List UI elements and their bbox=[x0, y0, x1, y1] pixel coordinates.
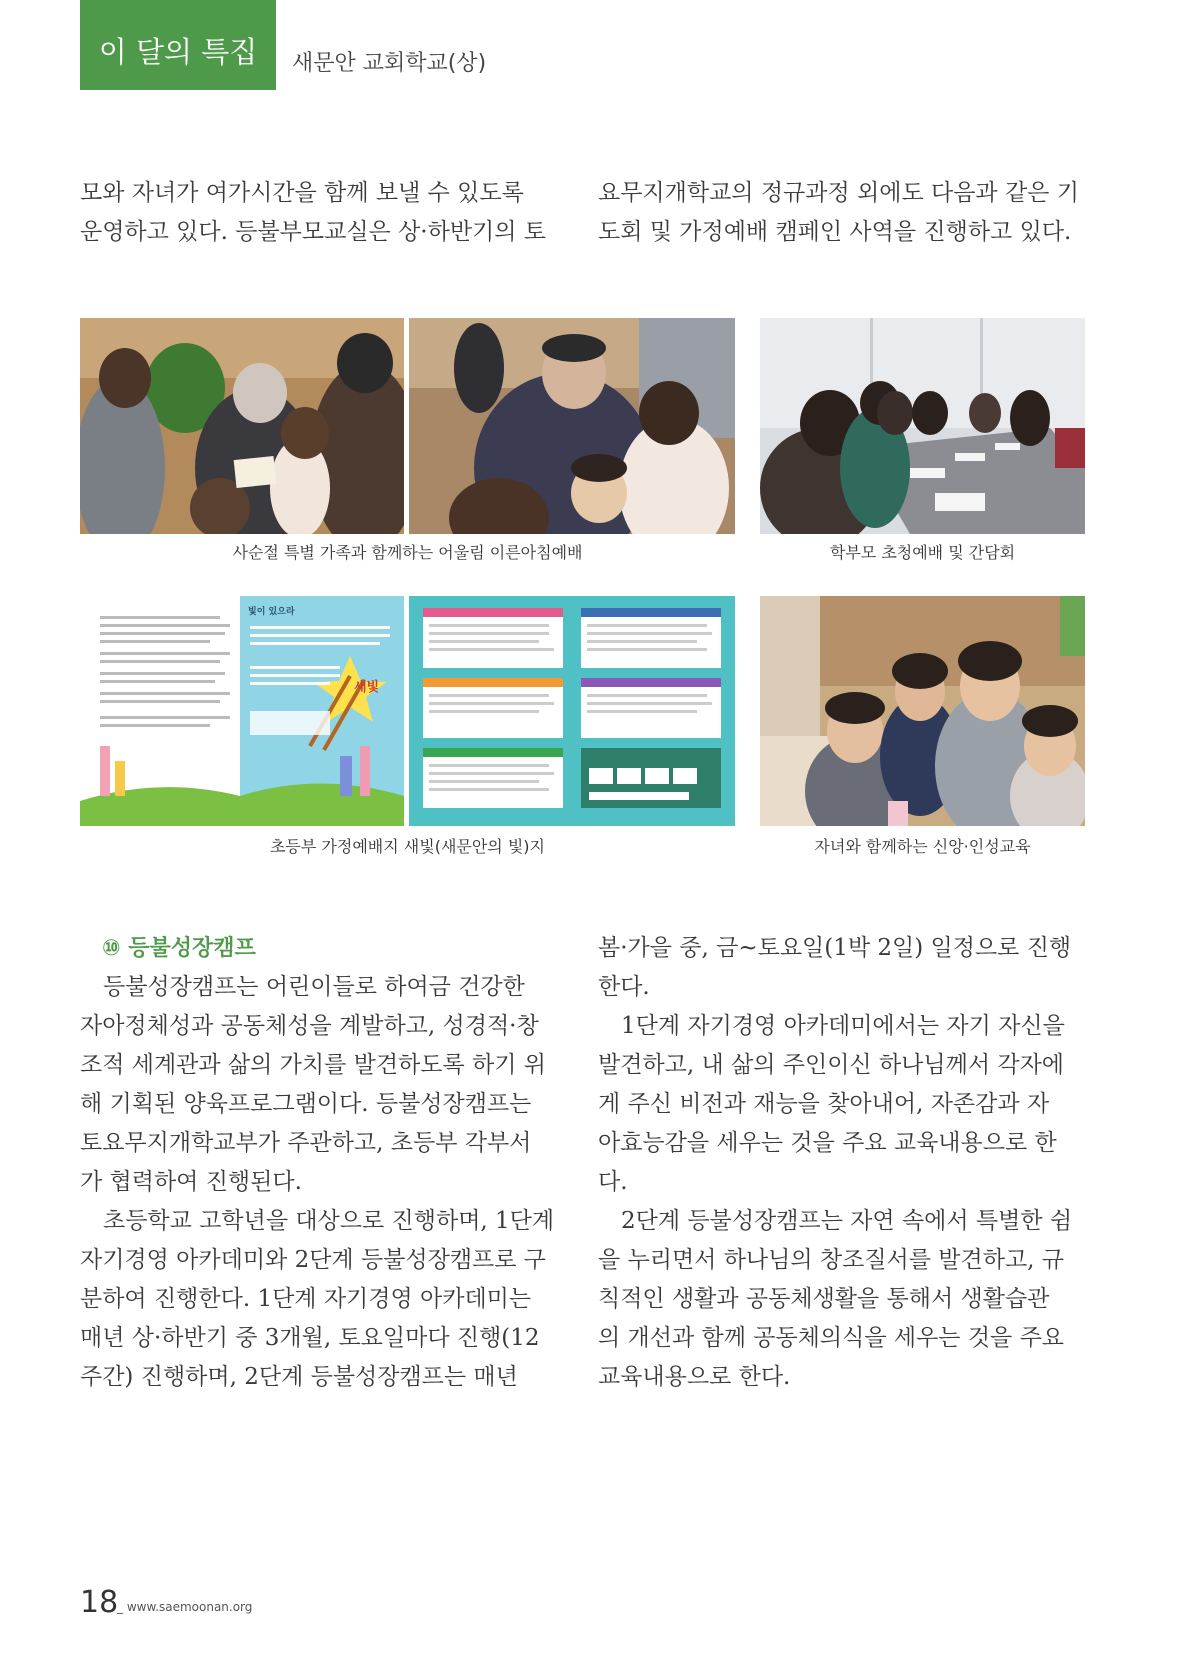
footer-url: _ www.saemoonan.org bbox=[117, 1600, 253, 1614]
text-line: 발견하고, 내 삶의 주인이신 하나님께서 각자에 bbox=[598, 1052, 1065, 1078]
photo-parents-meeting bbox=[760, 318, 1085, 534]
caption-newsletter: 초등부 가정예배지 새빛(새문안의 빛)지 bbox=[269, 837, 546, 856]
text-line: 게 주신 비전과 재능을 찾아내어, 자존감과 자 bbox=[598, 1091, 1050, 1117]
section10-right-column bbox=[598, 929, 1084, 1397]
text-line: 의 개선과 함께 공동체의식을 세우는 것을 주요 bbox=[598, 1325, 1065, 1351]
section10-left-column bbox=[80, 929, 568, 1397]
text-line: 모와 자녀가 여가시간을 함께 보낼 수 있도록 bbox=[80, 180, 524, 206]
text-line: 토요무지개학교부가 주관하고, 초등부 각부서 bbox=[80, 1130, 532, 1156]
photo-faith-education bbox=[760, 596, 1085, 826]
text-line: 을 누리면서 하나님의 창조질서를 발견하고, 규 bbox=[598, 1247, 1065, 1273]
text-line: 도회 및 가정예배 캠페인 사역을 진행하고 있다. bbox=[598, 219, 1072, 245]
text-line: 봄·가을 중, 금~토요일(1박 2일) 일정으로 진행 bbox=[598, 935, 1072, 961]
section-label: 이 달의 특집 bbox=[80, 0, 276, 90]
section10-title: ⑩ 등불성장캠프 bbox=[102, 936, 256, 961]
top-text-right bbox=[598, 174, 1084, 252]
photo-early-morning-worship-2 bbox=[409, 318, 735, 534]
text-line: 요무지개학교의 정규과정 외에도 다음과 같은 기 bbox=[598, 180, 1079, 206]
text-line: 가 협력하여 진행된다. bbox=[80, 1169, 302, 1195]
text-line: 분하여 진행한다. 1단계 자기경영 아카데미는 bbox=[80, 1286, 532, 1312]
text-line: 주간) 진행하며, 2단계 등불성장캠프는 매년 bbox=[80, 1364, 518, 1390]
text-line: 초등학교 고학년을 대상으로 진행하며, 1단계 bbox=[103, 1208, 555, 1234]
newsletter-badge: 새빛 bbox=[354, 680, 380, 695]
caption-early-morning-worship: 사순절 특별 가족과 함께하는 어울림 이른아침예배 bbox=[232, 543, 583, 562]
text-line: 다. bbox=[598, 1169, 628, 1195]
text-line: 조적 세계관과 삶의 가치를 발견하도록 하기 위 bbox=[80, 1052, 547, 1078]
page-number: 18 bbox=[80, 1585, 119, 1620]
text-line: 해 기획된 양육프로그램이다. 등불성장캠프는 bbox=[80, 1091, 532, 1117]
newsletter-page-2 bbox=[409, 596, 735, 826]
text-line: 운영하고 있다. 등불부모교실은 상·하반기의 토 bbox=[80, 219, 547, 245]
text-line: 2단계 등불성장캠프는 자연 속에서 특별한 쉼 bbox=[621, 1208, 1073, 1234]
photo-early-morning-worship-1 bbox=[80, 318, 404, 534]
text-line: 교육내용으로 한다. bbox=[598, 1364, 791, 1390]
text-line: 매년 상·하반기 중 3개월, 토요일마다 진행(12 bbox=[80, 1325, 540, 1351]
section-subtitle: 새문안 교회학교(상) bbox=[292, 51, 487, 76]
newsletter-page-1 bbox=[80, 596, 404, 826]
caption-faith-education: 자녀와 함께하는 신앙·인성교육 bbox=[814, 837, 1031, 856]
text-line: 자아정체성과 공동체성을 계발하고, 성경적·창 bbox=[80, 1013, 539, 1039]
text-line: 1단계 자기경영 아카데미에서는 자기 자신을 bbox=[621, 1013, 1065, 1039]
newsletter-heading: 빛이 있으라 bbox=[248, 607, 295, 617]
text-line: 자기경영 아카데미와 2단계 등불성장캠프로 구 bbox=[80, 1247, 547, 1273]
top-text-left bbox=[80, 174, 568, 252]
text-line: 등불성장캠프는 어린이들로 하여금 건강한 bbox=[103, 974, 525, 1000]
text-line: 아효능감을 세우는 것을 주요 교육내용으로 한 bbox=[598, 1130, 1057, 1156]
caption-parents-meeting: 학부모 초청예배 및 간담회 bbox=[829, 543, 1016, 562]
text-line: 한다. bbox=[598, 974, 650, 1000]
text-line: 칙적인 생활과 공동체생활을 통해서 생활습관 bbox=[598, 1286, 1050, 1312]
